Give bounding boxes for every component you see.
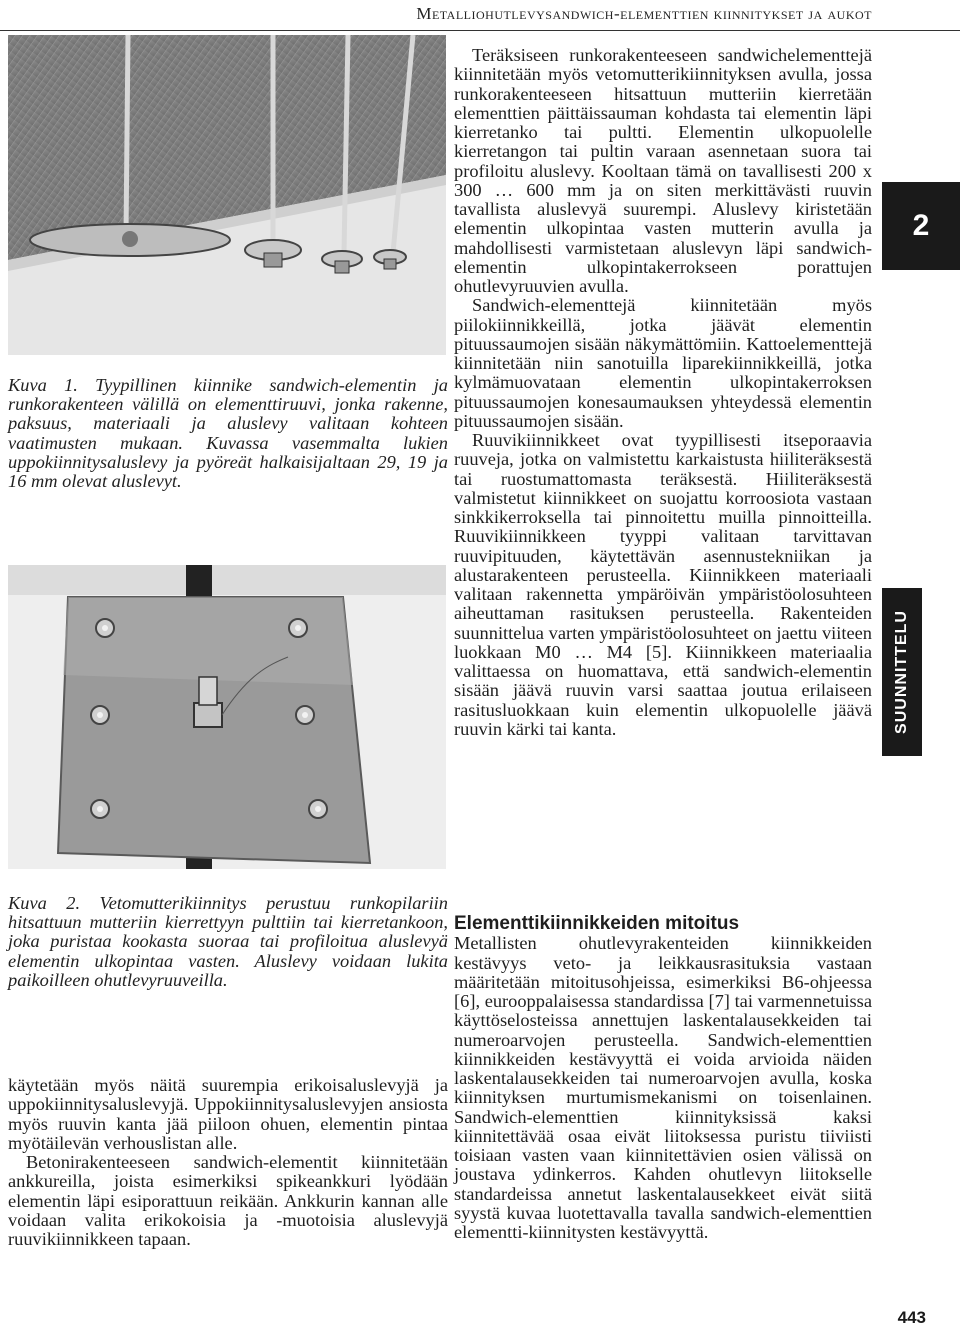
paragraph: Metallisten ohutlevyrakenteiden kiinnikkeiden kestävyys veto- ja leikkausrasituksia vastaan määritetään mitoitusohjeissa, esimerkiksi B6-ohjeessa [6], eurooppalaisessa standardissa [7] tai varmennetuissa käyttöselosteissa annettujen laskentalausekkeiden tai numeroarvojen perusteella. Sandwich-elementtien kiinnikkeiden kestävyyttä ei voida arvioida näiden laskentalausekkeiden tai numeroarvojen avulla, koska kiinnityksen murtumismekanismi on toisenlainen. Sandwich-elementtien kiinnityksissä kaksi kiinnitettävää osaa eivät liitoksessa puristu tiiviisti toisiaan vasten vaan kiinnitettävien osien välissä on joustava ydinkerros. Kahden ohutlevyn liitokselle standardeissa annetut laskentalausekkeet eivät siitä syystä kuvaa luotettavalla tavalla sandwich-elementtien elementti-kiinnitysten kestävyyttä.	[454, 933, 872, 1242]
figure-1-caption: Kuva 1. Tyypillinen kiinnike sandwich-elementin ja runkorakenteen välillä on elementtiruuvi, jonka rakenne, paksuus, materiaali ja aluslevy valitaan kohteen vaatimusten mukaan. Kuvassa vasemmalta lukien uppokiinnitysaluslevy ja pyöreät halkaisijaltaan 29, 19 ja 16 mm olevat aluslevyt.	[8, 375, 448, 492]
paragraph: Betonirakenteeseen sandwich-elementit kiinnitetään ankkureilla, joista esimerkiksi spikeankkuri lyödään elementin läpi esiporattuun reikään. Ankkurin kannan alle voidaan valita erikokoisia ja -muotoisia aluslevyjä ruuvikiinnikkeen tapaan.	[8, 1152, 448, 1249]
section-mitoitus	[454, 914, 872, 1242]
paragraph: Ruuvikiinnikkeet ovat tyypillisesti itseporaavia ruuveja, jotka on valmistettu karkaistusta hiiliteräksestä tai ruostumattomasta teräksestä. Hiiliteräksestä valmistetut kiinnikkeet on suojattu korroosiota vastaan sinkkikerroksella tai pinnoitettu muilla pinnoitteilla. Ruuvikiinnikkeen tyyppi valitaan tarvittavan ruuvipituuden, käytettävän asennustekniikan ja alustarakenteen perusteella. Kiinnikkeen materiaali valitaan rakennetta ympäröivän ympäristöolosuhteen aiheuttaman rasituksen perusteella. Rakenteiden suunnittelua varten ympäristöolosuhteet on jaettu viiteen luokkaan M0 … M4 [5]. Kiinnikkeen materiaalia valittaessa on huomattava, että sandwich-elementin sisään jäävä ruuvin varsi saattaa joutua erilaiseen rasitusluokkaan kuin elementin ulkopuolelle jäävä ruuvin kärki tai kanta.	[454, 430, 872, 739]
running-header: Metalliohutlevysandwich-elementtien kiinnitykset ja aukot	[416, 4, 872, 23]
chapter-number-badge: 2	[882, 182, 960, 270]
paragraph: Sandwich-elementtejä kiinnitetään myös piilokiinnikkeillä, jotka jäävät elementin pituussaumojen sisään näkymättömiin. Kattoelementtejä kiinnitetään niin sanotuilla liparekiinnikkeillä, jotka kylmämuovataan elementin ulkopintakerroksen pituussaumojen konesaumauksen yhteydessä elementin pituussaumojen sisään.	[454, 295, 872, 431]
header-rule	[0, 30, 960, 31]
paragraph: Teräksiseen runkorakenteeseen sandwichelementtejä kiinnitetään myös vetomutterikiinnityksen avulla, jossa runkorakenteeseen hitsattuun mutteriin kierretään elementtien päittäissauman kohdasta tai elementin läpi kierretanko tai pultti. Elementin ulkopuolelle kierretangon tai pultin varaan asennetaan suora tai profiloitu aluslevy. Kooltaan tämä on tavallisesti 200 x 300 … 600 mm ja on siten merkittävästi ruuvin tavallista aluslevyä suurempi. Aluslevy kiristetään elementin ulkopintaa vasten mutterin avulla ja mahdollisesti varmistetaan aluslevyn läpi sandwich-elementin ulkopintakerrokseen porattujen ohutlevyruuvien avulla.	[454, 45, 872, 296]
figure-2-caption: Kuva 2. Vetomutterikiinnitys perustuu runkopilariin hitsattuun mutteriin kierrettyyn pulttiin tai kierretankoon, joka puristaa kookasta suoraa tai profiloitua aluslevyä elementin ulkopintaa vasten. Aluslevy voidaan lukita paikoilleen ohutlevyruuveilla.	[8, 893, 448, 990]
section-heading: Elementtikiinnikkeiden mitoitus	[454, 913, 740, 934]
paragraph: käytetään myös näitä suurempia erikoisaluslevyjä ja uppokiinnitysaluslevyjä. Uppokiinnitysaluslevyjen ansiosta myös ruuvin kanta jää piiloon ohuen, elementin pintaa myötäilevän verhouslistan alle.	[8, 1075, 448, 1153]
left-column-text	[8, 1076, 448, 1249]
side-tab-label: SUUNNITTELU	[893, 610, 911, 734]
page-number: 443	[897, 1308, 926, 1327]
right-column-text	[454, 46, 872, 739]
figure-1-photo	[8, 35, 446, 355]
section-side-tab	[882, 588, 922, 756]
figure-2-photo	[8, 565, 446, 869]
